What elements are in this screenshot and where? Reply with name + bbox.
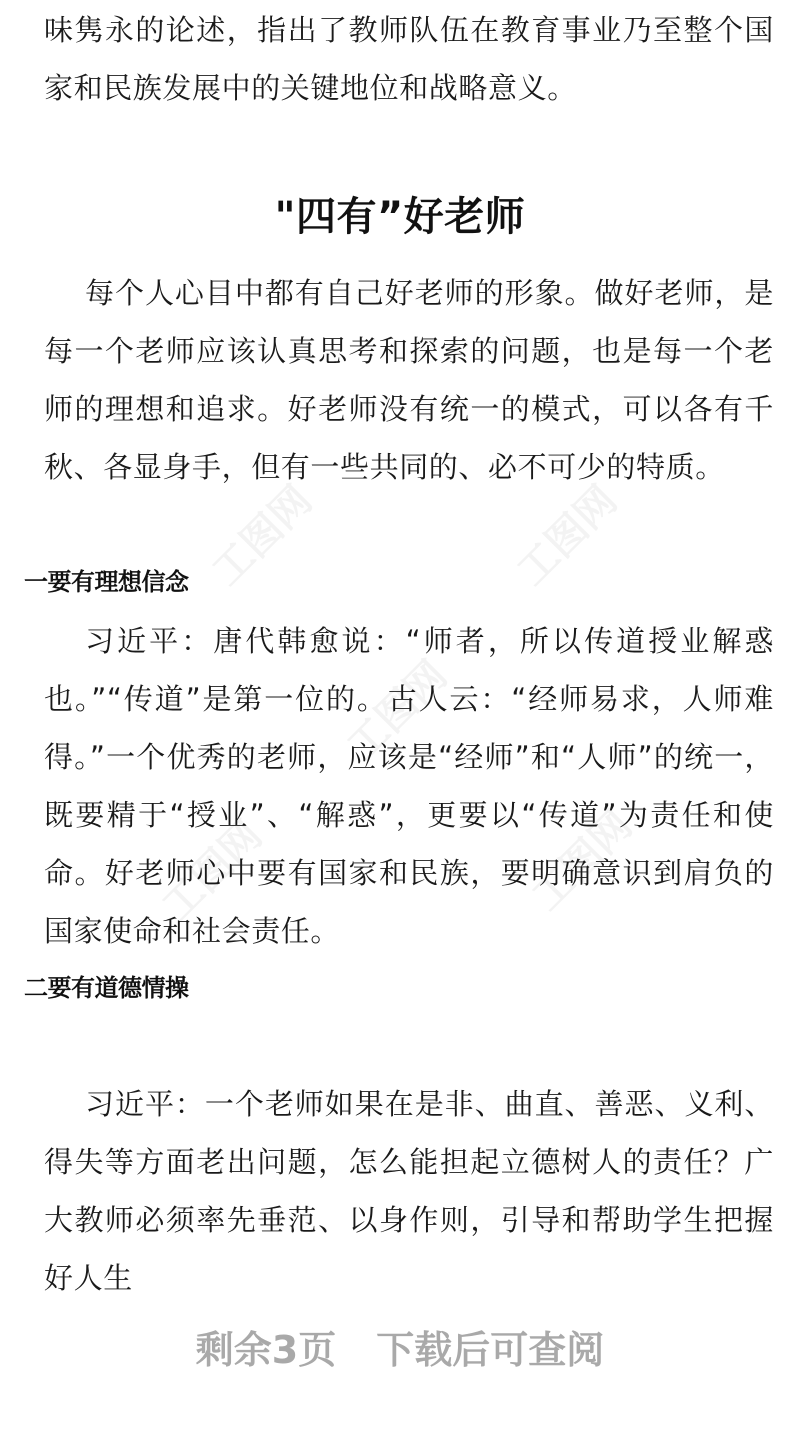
watermark: 工图网	[203, 477, 322, 595]
watermark: 工图网	[508, 477, 627, 595]
heading-ideals: 一要有理想信念	[24, 568, 189, 596]
watermark: 工图网	[523, 802, 642, 920]
watermark: 工图网	[338, 652, 457, 770]
remaining-pages-label: 剩余3页	[195, 1328, 337, 1372]
heading-morality: 二要有道德情操	[24, 974, 189, 1002]
intro-tail-paragraph: 味隽永的论述，指出了教师队伍在教育事业乃至整个国家和民族发展中的关键地位和战略意义。	[44, 13, 774, 105]
download-to-view-label: 下载后可查阅	[376, 1328, 605, 1372]
download-prompt[interactable]	[0, 1320, 800, 1380]
ideals-paragraph: 习近平：唐代韩愈说：“师者，所以传道授业解惑也。”“传道”是第一位的。古人云：“经师易求，人师难得。”一个优秀的老师，应该是“经师”和“人师”的统一，既要精于“授业”、“解惑”，更要以“传道”为责任和使命。好老师心中要有国家和民族，要明确意识到肩负的国家使命和社会责任。	[44, 624, 774, 948]
morality-paragraph: 习近平：一个老师如果在是非、曲直、善恶、义利、得失等方面老出问题，怎么能担起立德树人的责任？广大教师必须率先垂范、以身作则，引导和帮助学生把握好人生	[44, 1087, 774, 1295]
watermark: 工图网	[153, 812, 272, 930]
section-intro-paragraph: 每个人心目中都有自己好老师的形象。做好老师，是每一个老师应该认真思考和探索的问题，也是每一个老师的理想和追求。好老师没有统一的模式，可以各有千秋、各显身手，但有一些共同的、必不可少的特质。	[44, 276, 774, 484]
section-title: "四有”好老师	[274, 194, 526, 240]
